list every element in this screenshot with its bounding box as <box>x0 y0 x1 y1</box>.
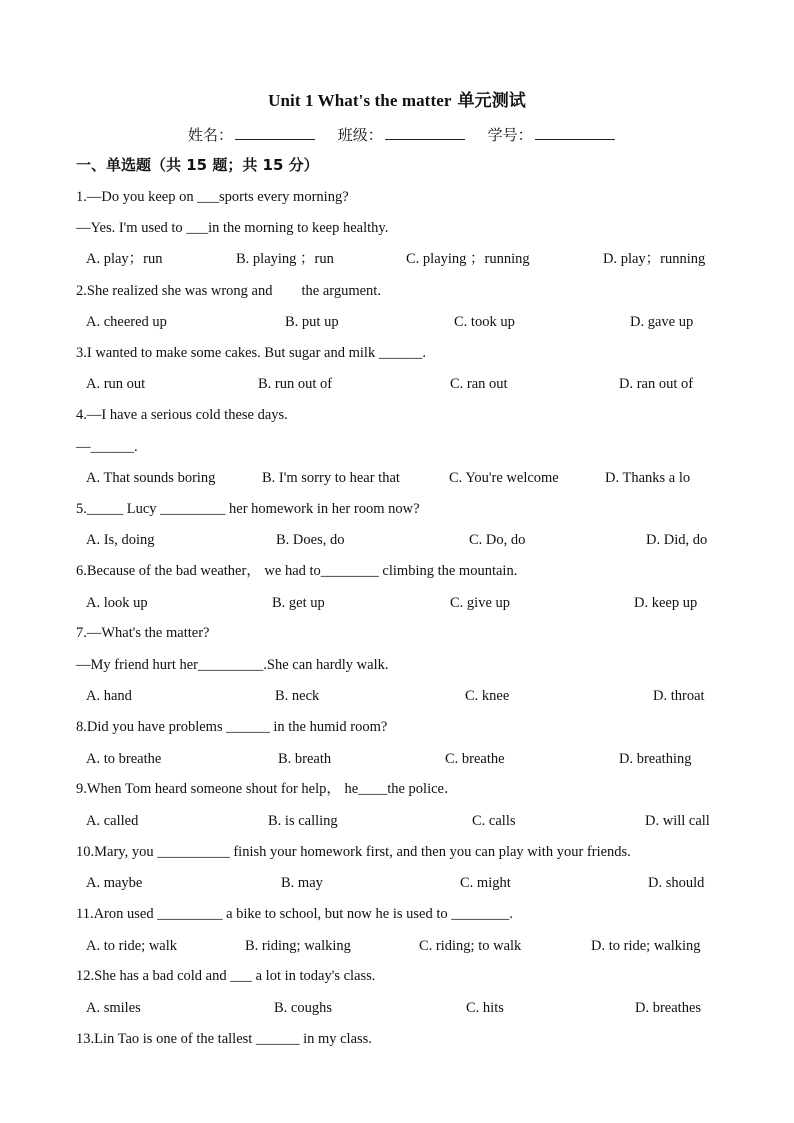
answer-blank[interactable]: ______ <box>90 439 134 455</box>
question-1-option-A[interactable]: A. play；run <box>86 251 163 267</box>
question-4-option-D[interactable]: D. Thanks a lo <box>605 470 691 486</box>
question-text: her homework in her room now? <box>225 501 420 517</box>
question-11-option-B[interactable]: B. riding; walking <box>245 938 351 954</box>
question-6-option-C[interactable]: C. give up <box>450 595 511 611</box>
question-3-option-C[interactable]: C. ran out <box>450 376 508 392</box>
question-text: 2.She realized she was wrong and <box>76 283 277 299</box>
question-11-option-A[interactable]: A. to ride; walk <box>86 938 178 954</box>
class-field[interactable] <box>338 124 465 145</box>
question-10-option-B[interactable]: B. may <box>281 875 323 891</box>
question-8-option-A[interactable]: A. to breathe <box>86 751 162 767</box>
question-12-option-D[interactable]: D. breathes <box>635 1000 702 1016</box>
question-4-line-2 <box>76 438 138 456</box>
answer-blank[interactable]: ______ <box>226 719 270 735</box>
question-7-option-C[interactable]: C. knee <box>465 688 510 704</box>
answer-blank[interactable]: ________ <box>320 563 379 579</box>
question-9-option-D[interactable]: D. will call <box>645 813 710 829</box>
question-2-option-A[interactable]: A. cheered up <box>86 314 167 330</box>
question-text: climbing the mountain. <box>378 563 518 579</box>
question-8-option-D[interactable]: D. breathing <box>619 751 692 767</box>
question-text: 7.—What's the matter? <box>76 625 210 641</box>
question-10-option-C[interactable]: C. might <box>460 875 511 891</box>
question-text: 4.—I have a serious cold these days. <box>76 407 288 423</box>
number-label: 学号： <box>487 126 533 144</box>
question-text: 12.She has a bad cold and <box>76 968 231 984</box>
question-text: in the humid room? <box>269 719 388 735</box>
question-12-option-A[interactable]: A. smiles <box>86 1000 141 1016</box>
question-6-option-D[interactable]: D. keep up <box>634 595 698 611</box>
question-4-option-A[interactable]: A. That sounds boring <box>86 470 216 486</box>
answer-blank[interactable]: ____ <box>358 781 388 797</box>
answer-blank[interactable]: _________ <box>160 501 226 517</box>
question-6-option-B[interactable]: B. get up <box>272 595 325 611</box>
question-1-line-1 <box>76 188 349 206</box>
question-2-option-D[interactable]: D. gave up <box>630 314 694 330</box>
question-8-option-B[interactable]: B. breath <box>278 751 332 767</box>
question-text: 10.Mary, you <box>76 844 158 860</box>
question-7-option-A[interactable]: A. hand <box>86 688 132 704</box>
question-text: —Yes. I'm used to <box>76 220 187 236</box>
question-6-line-1 <box>76 562 517 580</box>
number-blank[interactable] <box>535 125 615 140</box>
answer-blank[interactable]: ___ <box>186 220 209 236</box>
question-12-option-C[interactable]: C. hits <box>466 1000 504 1016</box>
page-title <box>0 86 794 111</box>
question-11-line-1 <box>76 905 513 923</box>
answer-blank[interactable]: ___ <box>230 968 252 984</box>
section-heading: 一、单选题（共 15 题；共 15 分） <box>76 156 319 174</box>
question-text: . <box>509 906 513 922</box>
question-text: . <box>422 345 426 361</box>
question-text: — <box>76 439 91 455</box>
question-text: .She can hardly walk. <box>263 657 389 673</box>
question-7-option-D[interactable]: D. throat <box>653 688 705 704</box>
question-text: . <box>134 439 138 455</box>
question-7-line-1 <box>76 624 209 642</box>
question-9-option-C[interactable]: C. calls <box>472 813 516 829</box>
question-text: 5. <box>76 501 87 517</box>
question-text: 3.I wanted to make some cakes. But sugar and milk <box>76 345 379 361</box>
question-5-option-C[interactable]: C. Do, do <box>469 532 526 548</box>
answer-blank[interactable]: __________ <box>157 844 230 860</box>
question-text: 13.Lin Tao is one of the tallest <box>76 1031 256 1047</box>
question-8-option-C[interactable]: C. breathe <box>445 751 505 767</box>
question-text: sports every morning? <box>218 189 349 205</box>
question-9-line-1 <box>76 780 459 798</box>
question-7-option-B[interactable]: B. neck <box>275 688 320 704</box>
answer-blank[interactable]: ______ <box>378 345 423 361</box>
answer-blank[interactable]: ___ <box>197 189 219 205</box>
question-2-option-C[interactable]: C. took up <box>454 314 515 330</box>
question-10-option-A[interactable]: A. maybe <box>86 875 143 891</box>
question-2-line-1 <box>76 282 381 300</box>
question-1-option-D[interactable]: D. play；running <box>603 251 706 267</box>
question-text: in my class. <box>299 1031 372 1047</box>
question-4-option-C[interactable]: C. You're welcome <box>449 470 559 486</box>
question-text: finish your homework first, and then you can play with your friends. <box>229 844 631 860</box>
question-5-option-B[interactable]: B. Does, do <box>276 532 345 548</box>
answer-blank[interactable]: ______ <box>255 1031 300 1047</box>
question-3-option-A[interactable]: A. run out <box>86 376 146 392</box>
name-field[interactable] <box>188 124 315 145</box>
student-info-row <box>188 124 633 145</box>
question-text: the argument. <box>297 283 381 299</box>
question-text: a lot in today's class. <box>251 968 376 984</box>
question-text: the police． <box>387 781 459 797</box>
name-blank[interactable] <box>235 125 315 140</box>
question-10-option-D[interactable]: D. should <box>648 875 705 891</box>
question-9-option-B[interactable]: B. is calling <box>268 813 338 829</box>
question-text: 8.Did you have problems <box>76 719 227 735</box>
question-5-option-D[interactable]: D. Did, do <box>646 532 708 548</box>
question-5-option-A[interactable]: A. Is, doing <box>86 532 155 548</box>
answer-blank[interactable]: _________ <box>198 657 264 673</box>
question-2-option-B[interactable]: B. put up <box>285 314 339 330</box>
class-label: 班级： <box>337 126 383 144</box>
class-blank[interactable] <box>385 125 465 140</box>
question-8-line-1 <box>76 718 387 736</box>
question-7-line-2 <box>76 656 389 674</box>
question-text: 9.When Tom heard someone shout for help， he <box>76 781 359 797</box>
question-13-line-1 <box>76 1030 372 1048</box>
question-text: 11.Aron used <box>76 906 158 922</box>
number-field[interactable] <box>488 124 615 145</box>
question-6-option-A[interactable]: A. look up <box>86 595 148 611</box>
title-cn-text: 单元测试 <box>457 91 526 111</box>
question-5-line-1 <box>76 500 420 518</box>
question-12-line-1 <box>76 967 375 985</box>
question-text: 6.Because of the bad weather， we had to <box>76 563 321 579</box>
question-9-option-A[interactable]: A. called <box>86 813 139 829</box>
question-text: 1.—Do you keep on <box>76 189 198 205</box>
name-label: 姓名： <box>188 126 234 144</box>
question-3-option-D[interactable]: D. ran out of <box>619 376 694 392</box>
question-10-line-1 <box>76 843 631 861</box>
question-3-option-B[interactable]: B. run out of <box>258 376 333 392</box>
question-11-option-D[interactable]: D. to ride; walking <box>591 938 701 954</box>
answer-blank[interactable]: _________ <box>157 906 223 922</box>
question-text: a bike to school, but now he is used to <box>222 906 452 922</box>
answer-blank[interactable] <box>276 283 298 299</box>
question-text: Lucy <box>123 501 161 517</box>
question-4-option-B[interactable]: B. I'm sorry to hear that <box>262 470 400 486</box>
question-3-line-1 <box>76 344 426 362</box>
title-text: Unit 1 What's the matter <box>268 91 452 110</box>
question-11-option-C[interactable]: C. riding; to walk <box>419 938 522 954</box>
question-4-line-1 <box>76 406 288 424</box>
answer-blank[interactable]: ________ <box>451 906 510 922</box>
question-text: in the morning to keep healthy. <box>208 220 389 236</box>
answer-blank[interactable]: _____ <box>86 501 124 517</box>
question-1-option-C[interactable]: C. playing ；running <box>406 251 530 267</box>
question-1-line-2 <box>76 219 388 237</box>
question-1-option-B[interactable]: B. playing ；run <box>236 251 334 267</box>
question-text: —My friend hurt her <box>76 657 199 673</box>
question-12-option-B[interactable]: B. coughs <box>274 1000 332 1016</box>
